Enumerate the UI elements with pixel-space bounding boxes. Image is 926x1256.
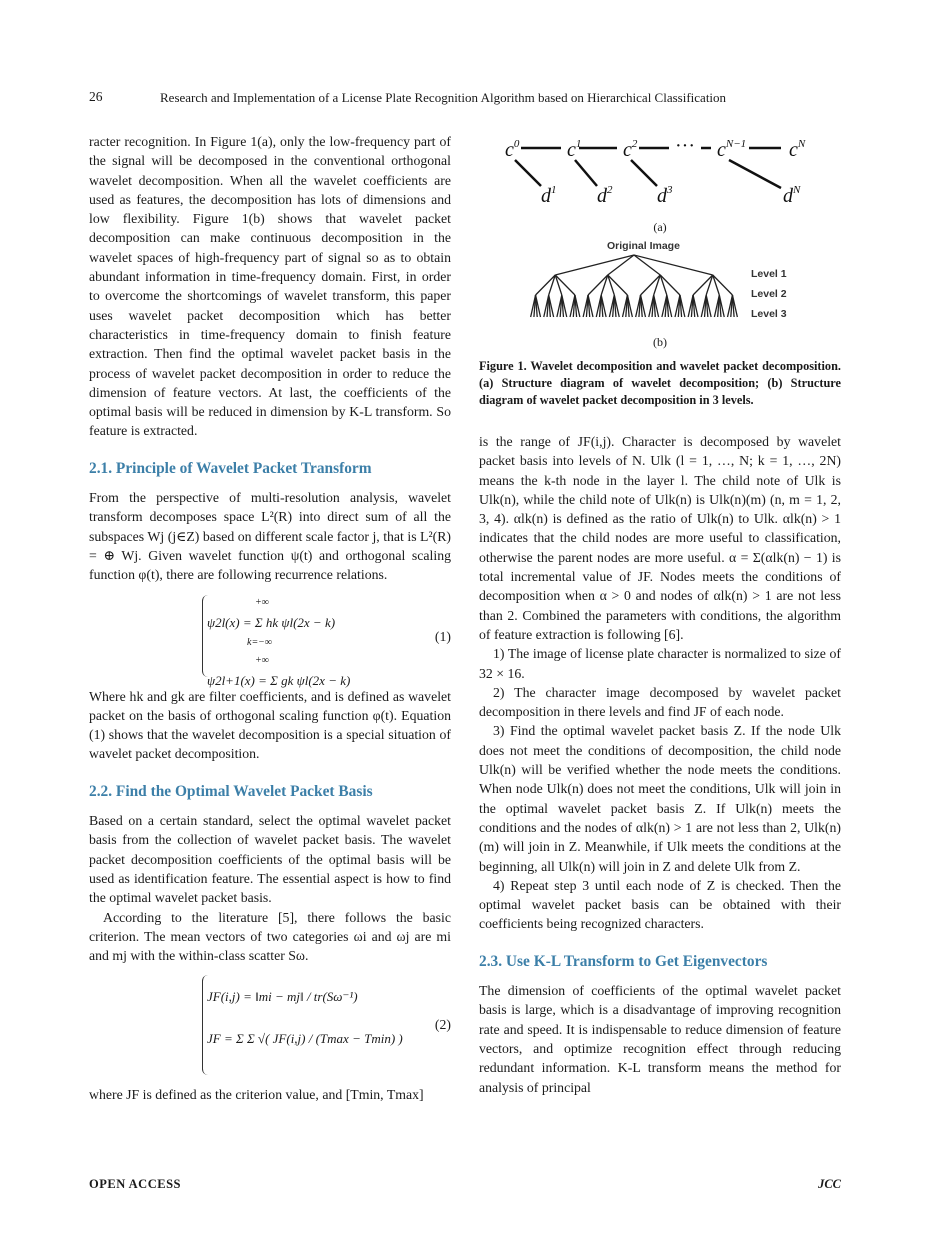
svg-text:cN: $c^N$ <box>789 138 806 161</box>
figure-1 <box>479 130 841 409</box>
left-column <box>89 132 451 1105</box>
subfigure-label-b: (b) <box>653 335 667 349</box>
footer-open-access: OPEN ACCESS <box>89 1177 181 1191</box>
algorithm-step: 4) Repeat step 3 until each node of Z is checked. Then the optimal wavelet packet basis can be obtained with their coefficients being recognized characters. <box>479 877 841 932</box>
equation-line: ψ2l+1(x) = Σ gk ψl(2x − k) <box>207 672 351 688</box>
svg-text:dN: $d^N$ <box>783 184 801 207</box>
algorithm-step: 2) The character image decomposed by wavelet packet decomposition in there levels and find JF of each node. <box>479 684 841 720</box>
svg-text:d1: $d^1$ <box>541 184 557 207</box>
svg-text:cN−1: $c^{N-1}$ <box>717 138 747 161</box>
equation-2 <box>89 973 451 1077</box>
footer-journal: JCC <box>818 1177 841 1191</box>
page-number: 26 <box>89 89 103 104</box>
subfigure-label-a: (a) <box>653 220 667 234</box>
paragraph: The dimension of coefficients of the optimal wavelet packet basis is large, which is a disadvantage of improving recognition rate and speed. It is indispensable to reduce dimension of feature vectors, and optimize recognition effect through reducing redundant information. K-L transform means the method for analysis of principal <box>479 983 841 1095</box>
right-column <box>479 432 841 1097</box>
paragraph: is the range of JF(i,j). Character is decomposed by wavelet packet basis into levels of N. Ulk (l = 1, …, N; k = 1, …, 2N) means the k-th node in the layer l. The child note of Ulk is Ulk(n), while the child note of Ulk(n) is Ulk(n)(m) (n, m = 1, 2, 3, 4). αlk(n) is defined as the ratio of Ulk(n) to Ulk. αlk(n) > 1 indicates that the child nodes are more useful to classification, otherwise the parent nodes are more useful. α = Σ(αlk(n) − 1) is total incremental value of JF. Nodes meets the conditions of decomposition when α > 0 and nodes of αlk(n) > 1 are not less than 2. Combined the parameters with conditions, the algorithm of feature extraction is following [6]. <box>479 434 841 642</box>
paragraph: Based on a certain standard, select the optimal wavelet packet basis from the collection of wavelet packet basis. The wavelet packet decomposition coefficients of the optimal basis will be used as identification feature. The essential aspect is how to find the optimal wavelet packet basis. <box>89 813 451 906</box>
equation-body: +∞ ψ2l(x) = Σ hk ψl(2x − k) k=−∞ +∞ ψ2l+1(x) = Σ gk ψl(2x − k) <box>207 593 350 691</box>
equation-body <box>207 987 403 1049</box>
algorithm-step: 1) The image of license plate character is normalized to size of 32 × 16. <box>479 646 841 681</box>
tree-branch <box>555 255 634 275</box>
wavelet-decomposition-diagram <box>479 130 841 220</box>
level-3-label: Level 3 <box>751 308 787 320</box>
paragraph: According to the literature [5], there follows the basic criterion. The mean vectors of two categories ωi and ωj are mi and mj with the within-class scatter Sω. <box>89 909 451 964</box>
equation-number: (1) <box>434 628 451 644</box>
svg-text:c0: $c^0$ <box>505 138 520 161</box>
algorithm-step: 3) Find the optimal wavelet packet basis Z. If the node Ulk does not meet the conditions of decomposition, the child node Ulk(n) will be verified whether the node meets the conditions. When node Ulk(n) does not meet the conditions, Ulk will join in the optimal wavelet packet basis Z. If Ulk(n) meets the conditions and the nodes of αlk(n) > 1 are not less than 2, Ulk(n)(m) will join in Z. Meanwhile, if Ulk meets the conditions at the beginning, all Ulk(n) will join in Z and delete Ulk from Z. <box>479 723 841 874</box>
equation-1 <box>89 593 451 688</box>
section-heading: 2.2. Find the Optimal Wavelet Packet Basis <box>89 782 373 800</box>
running-title: Research and Implementation of a License Plate Recognition Algorithm based on Hierarchical Classification <box>160 90 727 105</box>
svg-text:c2: $c^2$ <box>623 138 638 161</box>
equation-line: JF = Σ Σ √( JF(i,j) / (Tmax − Tmin) ) <box>207 1031 403 1047</box>
paragraph: Where hk and gk are filter coefficients, and is defined as wavelet packet on the basis of orthogonal scaling function φ(t). Equation (1) shows that the wavelet decomposition is a special situation of wavelet packet decomposition. <box>89 688 451 762</box>
svg-text:d2: $d^2$ <box>597 184 613 207</box>
equation-line: ψ2l(x) = Σ hk ψl(2x − k) <box>207 614 336 630</box>
paragraph: From the perspective of multi-resolution analysis, wavelet transform decomposes space L²(R) into direct sum of all the subspaces Wj (j∈Z) based on different scale factor j, that is L²(R) = ⊕ Wj. Given wavelet function ψ(t) and orthogonal scaling function φ(t), there are following recurrence relations. <box>89 490 451 583</box>
level-2-label: Level 2 <box>751 288 787 300</box>
level-1-label: Level 1 <box>751 268 787 280</box>
tree-branch <box>634 255 713 275</box>
section-heading: 2.1. Principle of Wavelet Packet Transform <box>89 459 372 477</box>
equation-line: JF(i,j) = ‖mi − mj‖ / tr(Sω⁻¹) <box>207 989 358 1005</box>
svg-text:···: ··· <box>675 135 695 157</box>
wavelet-packet-tree-diagram <box>479 235 841 335</box>
equation-number: (2) <box>434 1017 451 1033</box>
figure-caption: Figure 1. Wavelet decomposition and wavelet packet decomposition. (a) Structure diagram of wavelet decomposition; (b) Structure diagram of wavelet packet decomposition in 3 levels. <box>479 359 841 407</box>
svg-text:c1: $c^1$ <box>567 138 582 161</box>
paragraph: racter recognition. In Figure 1(a), only the low-frequency part of the signal will be decomposed in the conventional orthogonal wavelet decomposition. When all the wavelet coefficients are used as features, the decomposition has lots of dimensions and low flexibility. Figure 1(b) shows that wavelet packet decomposition can make continuous decomposition in the wavelet spaces of high-frequency part of signal so as to obtain abundant information in time-frequency domain. First, in order to overcome the shortcomings of wavelet transform, this paper uses wavelet packet decomposition which has better characteristics in time-frequency domain to finish feature extraction. Then find the optimal wavelet packet basis in the process of wavelet packet decomposition in order to reduce the dimension of feature vectors. At last, the coefficients of the optimal basis will be reduced in dimension by K-L transform. So feature is extracted. <box>89 134 451 439</box>
svg-text:d3: $d^3$ <box>657 184 673 207</box>
paragraph: where JF is defined as the criterion value, and [Tmin, Tmax] <box>89 1087 424 1103</box>
section-heading: 2.3. Use K-L Transform to Get Eigenvectors <box>479 952 768 970</box>
original-image-label: Original Image <box>607 240 680 252</box>
